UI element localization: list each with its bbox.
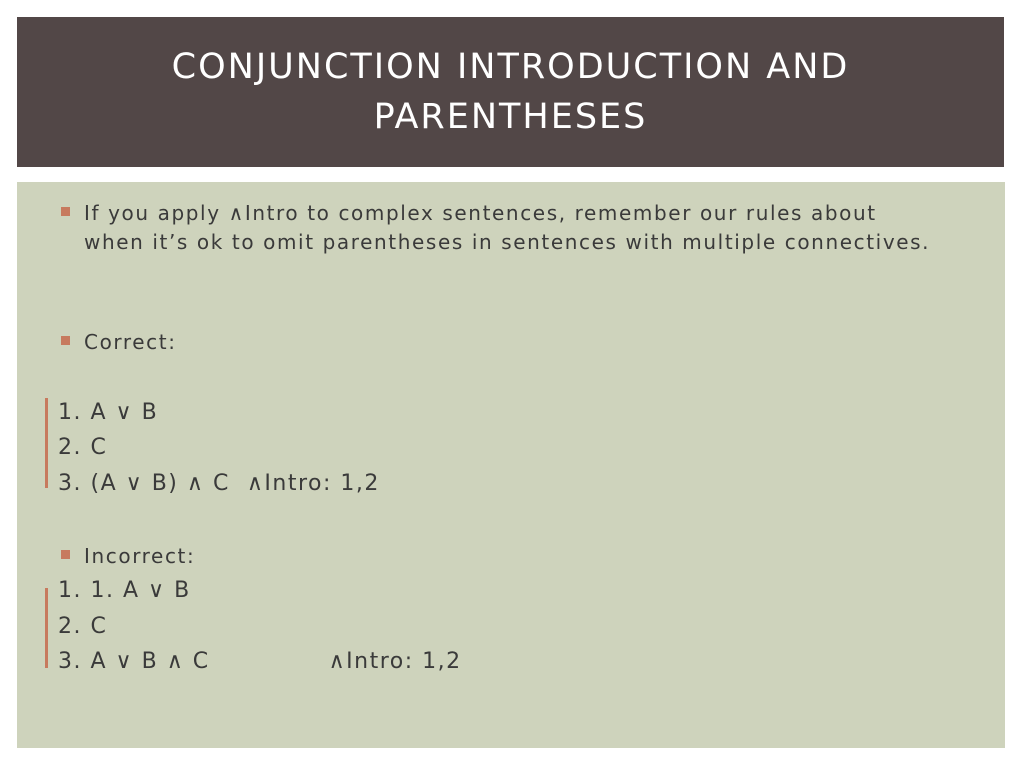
incorrect-proof-accent-bar (45, 588, 48, 668)
bullet-intro (61, 199, 934, 257)
correct-proof-accent-bar (45, 398, 48, 488)
incorrect-proof-line-2: 2. C (58, 614, 108, 639)
slide-title-line-2: PARENTHESES (373, 97, 648, 137)
slide-title-line-1: CONJUNCTION INTRODUCTION AND (171, 47, 850, 87)
incorrect-label: Incorrect: (84, 544, 196, 568)
bullet-intro-text: If you apply ∧Intro to complex sentences, remember our rules about when it’s ok to omit parentheses in sentences with multiple connectives. (84, 201, 931, 254)
incorrect-proof-line-1: 1. 1. A ∨ B (58, 578, 191, 603)
correct-label: Correct: (84, 330, 177, 354)
bullet-incorrect (61, 542, 934, 571)
content-area (17, 182, 1005, 748)
incorrect-proof-line-3: 3. A ∨ B ∧ C ∧Intro: 1,2 (58, 649, 462, 674)
correct-proof-line-2: 2. C (58, 435, 108, 460)
title-bar (17, 17, 1004, 167)
bullet-marker-icon (61, 550, 70, 559)
correct-proof-line-3: 3. (A ∨ B) ∧ C ∧Intro: 1,2 (58, 471, 380, 496)
bullet-marker-icon (61, 207, 70, 216)
bullet-marker-icon (61, 336, 70, 345)
bullet-correct (61, 328, 934, 357)
correct-proof-line-1: 1. A ∨ B (58, 400, 159, 425)
